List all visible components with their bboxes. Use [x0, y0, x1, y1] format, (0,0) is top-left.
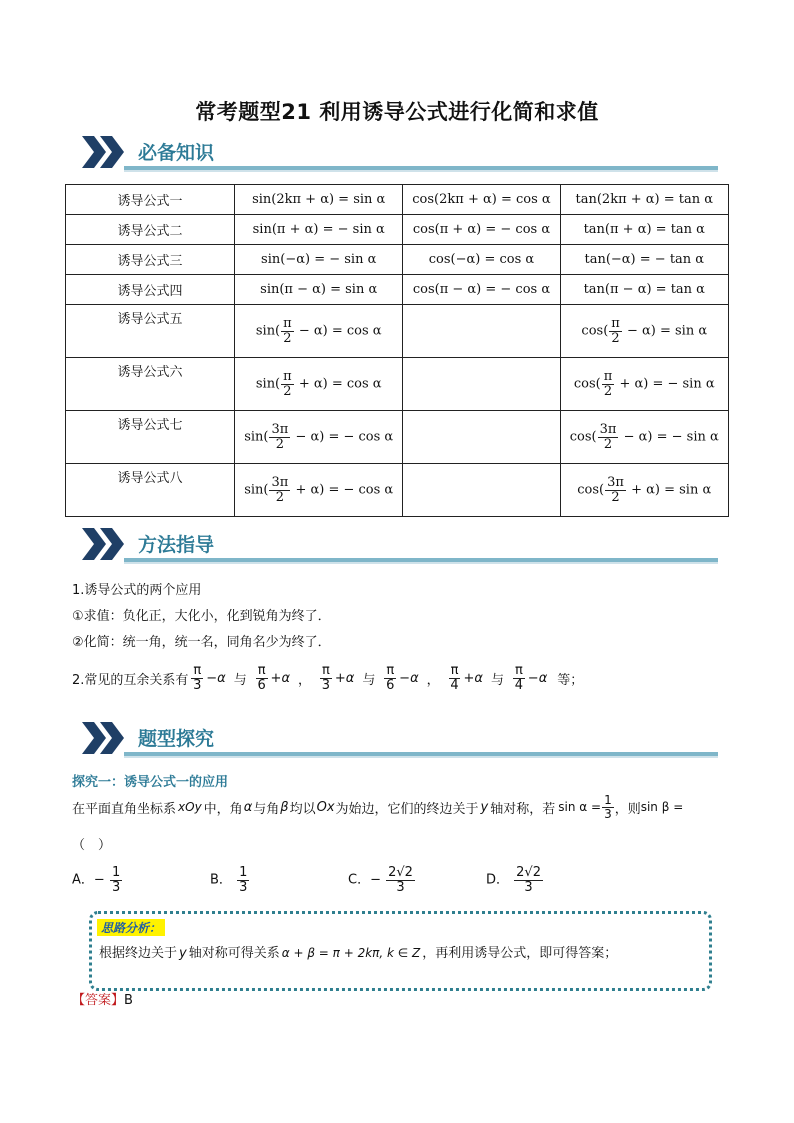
- fraction: $\frac{\pi}{4}$: [514, 663, 524, 693]
- fraction: $\frac{\pi}{6}$: [386, 663, 395, 693]
- fraction: $\frac{\pi}{3}$: [193, 663, 202, 693]
- formula-cos-empty: [403, 411, 560, 464]
- formula-row: [66, 358, 729, 411]
- explore-heading: 探究一：诱导公式一的应用: [72, 775, 229, 790]
- fraction: $\frac{\pi}{2}$: [611, 315, 620, 346]
- fraction: $\frac{1}{3}$: [239, 865, 248, 895]
- formula-name: 诱导公式四: [66, 275, 235, 305]
- formula-tan: tan(−α) = − tan α: [560, 245, 728, 275]
- formula-cos-empty: [403, 464, 560, 517]
- formula-name: 诱导公式七: [66, 411, 235, 464]
- page-title: 常考题型21 利用诱导公式进行化简和求值: [195, 100, 599, 124]
- method-line-3: ②化简：统一角，统一名，同角名少为终了．: [72, 635, 331, 650]
- method-line-1: 1.诱导公式的两个应用: [72, 583, 202, 598]
- formula-name: 诱导公式三: [66, 245, 235, 275]
- fraction: $\frac{3\pi}{2}$: [599, 421, 617, 452]
- formula-tan: cos( $\frac{\pi}{2}$ − α) = sin α: [560, 305, 728, 358]
- formula-name: 诱导公式一: [66, 185, 235, 215]
- answer-value: B: [124, 993, 133, 1008]
- choice-b[interactable]: B． $\frac{1}{3}$: [210, 865, 248, 895]
- fraction: $\frac{3\pi}{2}$: [607, 474, 624, 505]
- formula-name: 诱导公式五: [66, 305, 235, 358]
- choice-a[interactable]: A．− $\frac{1}{3}$: [72, 865, 121, 895]
- formula-sin: sin( $\frac{\pi}{2}$ − α) = cos α: [235, 305, 403, 358]
- formula-tan: cos( $\frac{3\pi}{2}$ − α) = − sin α: [560, 411, 728, 464]
- method-line-4: 2.常见的互余关系有 $\frac{\pi}{3}$ −α 与 $\frac{\pi}{6}$ +α ， $\frac{\pi}{3}$ +α 与 $\frac{\pi}{6}$ −α ， $\frac{\pi}{4}$ +α 与 $\frac{\pi}{4}$ −α 等；: [72, 663, 584, 693]
- fraction: $\frac{\pi}{2}$: [603, 368, 613, 399]
- answer: [72, 989, 133, 1008]
- method-line-2: ①求值：负化正，大化小，化到锐角为终了．: [72, 609, 331, 624]
- fraction: $\frac{1}{3}$: [604, 793, 612, 821]
- section-title: 题型探究: [138, 728, 215, 750]
- formula-row: [66, 245, 729, 275]
- analysis-label: 思路分析：: [97, 919, 165, 936]
- fraction: $\frac{\pi}{2}$: [283, 368, 292, 399]
- fraction: $\frac{\pi}{2}$: [283, 315, 292, 346]
- formula-sin: sin(π + α) = − sin α: [235, 215, 403, 245]
- formula-cos: cos(π − α) = − cos α: [403, 275, 560, 305]
- formula-sin: sin( $\frac{\pi}{2}$ + α) = cos α: [235, 358, 403, 411]
- choice-d[interactable]: D． $\frac{2√2}{3}$: [486, 865, 541, 895]
- formula-row: [66, 464, 729, 517]
- formula-sin: sin(2kπ + α) = sin α: [235, 185, 403, 215]
- double-chevron-icon: [80, 132, 128, 172]
- formula-row: [66, 411, 729, 464]
- formula-cos-empty: [403, 358, 560, 411]
- formula-sin: sin(π − α) = sin α: [235, 275, 403, 305]
- formula-row: [66, 215, 729, 245]
- formula-sin: sin( $\frac{3\pi}{2}$ − α) = − cos α: [235, 411, 403, 464]
- section-header-knowledge: [76, 132, 718, 176]
- formula-name: 诱导公式八: [66, 464, 235, 517]
- formula-tan: tan(π − α) = tan α: [560, 275, 728, 305]
- formula-table: [65, 184, 729, 517]
- section-header-explore: [76, 718, 718, 762]
- fraction: $\frac{2√2}{3}$: [516, 865, 541, 895]
- formula-sin: sin( $\frac{3\pi}{2}$ + α) = − cos α: [235, 464, 403, 517]
- fraction: $\frac{\pi}{4}$: [450, 663, 459, 693]
- formula-cos: cos(−α) = cos α: [403, 245, 560, 275]
- formula-name: 诱导公式二: [66, 215, 235, 245]
- double-chevron-icon: [80, 718, 128, 758]
- answer-label: 【答案】: [72, 993, 125, 1008]
- section-header-method: [76, 524, 718, 568]
- fraction: $\frac{2√2}{3}$: [388, 865, 413, 895]
- question-text: 在平面直角坐标系 xOy 中，角 α 与角 β 均以 Ox 为始边，它们的终边关于 y 轴对称，若 sin α = $\frac{1}{3}$ ，则 sin β =: [72, 793, 684, 821]
- formula-cos: cos(π + α) = − cos α: [403, 215, 560, 245]
- fraction: $\frac{3\pi}{2}$: [271, 421, 289, 452]
- section-title: 必备知识: [138, 142, 215, 164]
- formula-sin: sin(−α) = − sin α: [235, 245, 403, 275]
- formula-cos-empty: [403, 305, 560, 358]
- line-prefix: 2.常见的互余关系有: [72, 672, 189, 688]
- formula-row: [66, 275, 729, 305]
- fraction: $\frac{\pi}{6}$: [257, 663, 266, 693]
- formula-cos: cos(2kπ + α) = cos α: [403, 185, 560, 215]
- formula-tan: tan(π + α) = tan α: [560, 215, 728, 245]
- fraction: $\frac{3\pi}{2}$: [271, 474, 289, 505]
- fraction: $\frac{1}{3}$: [111, 865, 121, 895]
- formula-tan: cos( $\frac{3\pi}{2}$ + α) = sin α: [560, 464, 728, 517]
- fraction: $\frac{\pi}{3}$: [321, 663, 331, 693]
- section-title: 方法指导: [138, 534, 215, 556]
- formula-row: [66, 305, 729, 358]
- answer-paren: （ ）: [72, 838, 112, 853]
- choice-c[interactable]: C．− $\frac{2√2}{3}$: [348, 865, 413, 895]
- analysis-text: 根据终边关于 y 轴对称可得关系 α + β = π + 2kπ, k ∈ Z ，再利用诱导公式，即可得答案；: [99, 946, 618, 961]
- formula-row: [66, 185, 729, 215]
- formula-tan: cos( $\frac{\pi}{2}$ + α) = − sin α: [560, 358, 728, 411]
- formula-name: 诱导公式六: [66, 358, 235, 411]
- formula-tan: tan(2kπ + α) = tan α: [560, 185, 728, 215]
- double-chevron-icon: [80, 524, 128, 564]
